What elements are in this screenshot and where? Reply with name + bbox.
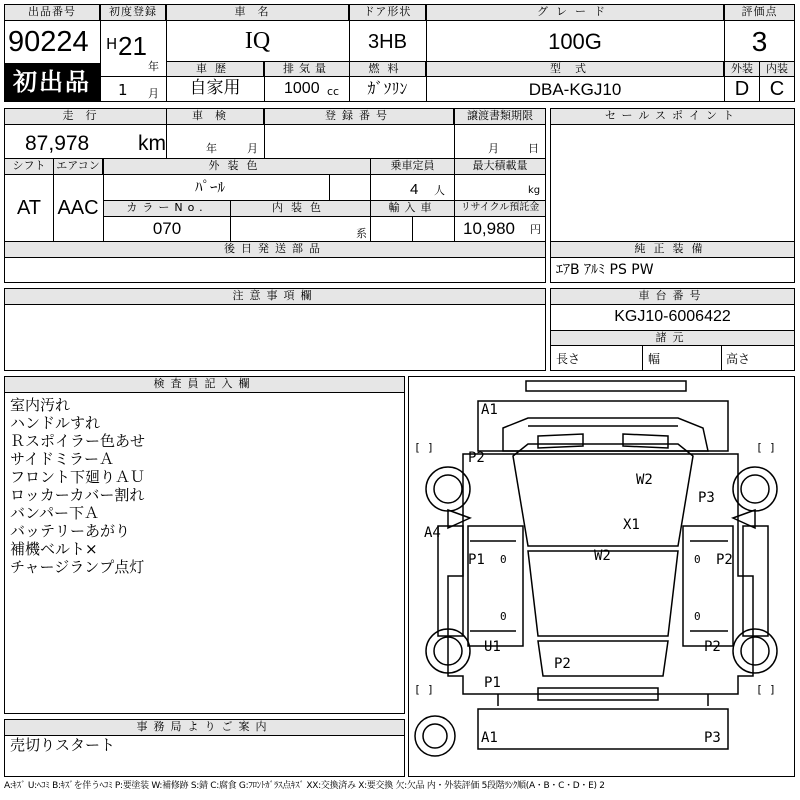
fuel: ｶﾞｿﾘﾝ <box>367 79 408 98</box>
insp-year-unit: 年 <box>206 142 217 155</box>
shift-label: シフト <box>4 158 54 175</box>
chassis-label: 車台番号 <box>550 288 795 305</box>
displacement-unit: cc <box>327 85 340 98</box>
zero-mark: 0 <box>500 610 507 623</box>
sales-points-label: セールスポイント <box>550 108 795 125</box>
caution-label: 注意事項欄 <box>4 288 546 305</box>
model: DBA-KGJ10 <box>528 80 622 99</box>
note-line: バンパー下Ａ <box>10 504 99 522</box>
height-cell <box>721 345 795 371</box>
year-unit: 年 <box>148 60 159 73</box>
mark-w2-hood: W2 <box>636 472 653 488</box>
dims-label: 諸元 <box>550 330 795 346</box>
interior-label: 内装 <box>759 61 795 77</box>
width-cell <box>642 345 722 371</box>
mileage-unit: km <box>138 132 166 155</box>
exterior-label: 外装 <box>724 61 760 77</box>
lot-number-label: 出品番号 <box>4 4 100 21</box>
recycle-amount: 10,980 <box>463 219 515 238</box>
door-type: 3HB <box>368 31 407 53</box>
mark-p2-front-left: P2 <box>468 450 485 466</box>
note-line: ロッカーカバー割れ <box>10 486 145 504</box>
zero-mark: 0 <box>694 553 701 566</box>
history-cell <box>166 61 265 102</box>
ext-color-cell <box>103 174 330 201</box>
mileage: 87,978 <box>25 132 90 155</box>
ac-cell <box>53 158 104 242</box>
mark-w2-roof: W2 <box>594 548 611 564</box>
inspector-notes <box>10 396 145 576</box>
mark-p1-rear-left: P1 <box>484 675 501 691</box>
ac: AAC <box>57 197 99 219</box>
zero-mark: 0 <box>694 610 701 623</box>
length-label: 長さ <box>556 352 581 366</box>
mark-p3-front-right: P3 <box>698 490 715 506</box>
displacement: 1000 <box>284 80 320 97</box>
recycle-cell <box>454 200 546 242</box>
later-parts-label: 後日発送部品 <box>4 241 546 258</box>
note-line: ハンドルすれ <box>10 414 101 432</box>
office-label: 事務局よりご案内 <box>4 719 405 736</box>
damage-marks <box>408 376 795 777</box>
lot-number: 90224 <box>8 26 89 58</box>
mark-a1-front: A1 <box>481 402 498 418</box>
reg-month-cell <box>100 76 167 102</box>
door-cell <box>349 4 427 62</box>
model-cell <box>426 61 725 102</box>
first-reg-label: 初度登録 <box>100 4 166 21</box>
int-color-unit: 系 <box>356 227 367 240</box>
grade: 100G <box>548 29 602 54</box>
score-label: 評価点 <box>724 4 795 21</box>
bracket-right: [ ] <box>756 441 776 454</box>
history-label: 車歴 <box>166 61 264 77</box>
bracket-rear-right: [ ] <box>756 683 776 696</box>
color-no-label: カラーNo. <box>103 200 231 217</box>
ext-color-extra-cell <box>329 174 371 201</box>
legend: A:ｷｽﾞ U:ﾍｺﾐ B:ｷｽﾞを伴うﾍｺﾐ P:要塗装 W:補修跡 S:錆 C:腐食 G:ﾌﾛﾝﾄｶﾞﾗｽ点ｷｽﾞ XX:交換済み X:要交換 欠:欠品 内・外装評価 5段階ﾗﾝｸ順(A・B・C・D・E) 2 <box>4 781 605 791</box>
note-line: 補機ベルト× <box>10 540 98 558</box>
later-parts-cell <box>4 241 546 283</box>
int-color-label: 内装色 <box>230 200 371 217</box>
car-name-cell <box>166 4 350 62</box>
history: 自家用 <box>189 78 241 98</box>
fuel-cell <box>349 61 427 102</box>
capacity: 4 <box>410 181 419 198</box>
mark-a1-rear: A1 <box>481 730 498 746</box>
first-reg-cell <box>100 4 167 77</box>
capacity-unit: 人 <box>434 184 445 197</box>
mileage-cell <box>4 108 167 159</box>
ext-color-label: 外装色 <box>103 158 371 175</box>
int-color-cell <box>230 200 371 242</box>
first-listing-badge: 初出品 <box>4 63 100 101</box>
note-line: バッテリーあがり <box>10 522 131 540</box>
interior-score: C <box>769 78 785 100</box>
door-label: ドア形状 <box>349 4 426 21</box>
exterior-score: D <box>734 78 750 100</box>
max-load-label: 最大積載量 <box>454 158 546 175</box>
import-label: 輸入車 <box>370 200 455 217</box>
bracket-left: [ ] <box>414 441 434 454</box>
max-load-cell <box>454 158 546 201</box>
transfer-label: 譲渡書類期限 <box>454 108 546 125</box>
capacity-cell <box>370 158 455 201</box>
mark-x1: X1 <box>623 517 640 533</box>
score-cell <box>724 4 795 62</box>
grade-label: グレード <box>426 4 724 21</box>
displacement-label: 排気量 <box>264 61 350 77</box>
transfer-cell <box>454 108 546 159</box>
genuine-equipment: ｴｱB ｱﾙﾐ PS PW <box>556 262 654 278</box>
grade-cell <box>426 4 725 62</box>
import-cell-b <box>412 216 455 242</box>
car-name-label: 車名 <box>166 4 349 21</box>
ext-color: ﾊﾟｰﾙ <box>195 178 226 196</box>
caution-cell <box>4 288 546 371</box>
model-label: 型式 <box>426 61 724 77</box>
displacement-cell <box>264 61 350 102</box>
capacity-label: 乗車定員 <box>370 158 455 175</box>
chassis-cell <box>550 288 795 331</box>
lot-number-cell <box>4 4 101 102</box>
exterior-cell <box>724 61 760 102</box>
registration-label: 登録番号 <box>264 108 454 125</box>
color-no: 070 <box>152 219 182 238</box>
shift: AT <box>16 197 42 219</box>
office-text: 売切りスタート <box>10 736 116 754</box>
mark-p2-rear: P2 <box>554 656 571 672</box>
recycle-label: リサイクル預託金 <box>454 200 546 217</box>
mark-p3-rear: P3 <box>704 730 721 746</box>
mileage-label: 走行 <box>4 108 167 125</box>
width-label: 幅 <box>648 352 661 366</box>
month-unit: 月 <box>148 87 159 100</box>
office-cell <box>4 719 405 777</box>
sales-points-cell <box>550 108 795 242</box>
inspector-label: 検査員記入欄 <box>4 376 405 393</box>
shift-cell <box>4 158 54 242</box>
color-no-cell <box>103 200 231 242</box>
note-line: 室内汚れ <box>10 396 71 414</box>
inspection-label: 車検 <box>166 108 264 125</box>
bracket-rear-left: [ ] <box>414 683 434 696</box>
fuel-label: 燃料 <box>349 61 426 77</box>
reg-year: 21 <box>118 31 147 61</box>
interior-cell <box>759 61 795 102</box>
note-line: サイドミラーＡ <box>10 450 114 468</box>
genuine-cell <box>550 241 795 283</box>
recycle-unit: 円 <box>530 223 541 236</box>
chassis-number: KGJ10-6006422 <box>614 308 731 325</box>
mark-p1-left: P1 <box>468 552 485 568</box>
mark-p2-rear-right: P2 <box>704 639 721 655</box>
max-load-unit: kg <box>528 185 541 196</box>
length-cell <box>550 345 643 371</box>
import-cell-a <box>370 216 413 242</box>
ac-label: エアコン <box>53 158 103 175</box>
car-name: IQ <box>244 28 271 54</box>
mark-u1: U1 <box>484 639 501 655</box>
insp-month-unit: 月 <box>247 142 258 155</box>
transfer-month-unit: 月 <box>488 142 499 155</box>
mark-p2-right: P2 <box>716 552 733 568</box>
note-line: フロント下廻りＡＵ <box>10 468 146 486</box>
mark-a4: A4 <box>424 525 441 541</box>
transfer-day-unit: 日 <box>528 142 539 155</box>
era: H <box>106 35 118 53</box>
note-line: Ｒスポイラー色あせ <box>10 432 146 450</box>
inspection-cell <box>166 108 265 159</box>
note-line: チャージランプ点灯 <box>10 558 145 576</box>
registration-cell <box>264 108 455 159</box>
height-label: 高さ <box>726 352 751 366</box>
genuine-label: 純正装備 <box>550 241 795 258</box>
reg-month: 1 <box>118 81 128 99</box>
zero-mark: 0 <box>500 553 507 566</box>
score: 3 <box>751 26 768 57</box>
